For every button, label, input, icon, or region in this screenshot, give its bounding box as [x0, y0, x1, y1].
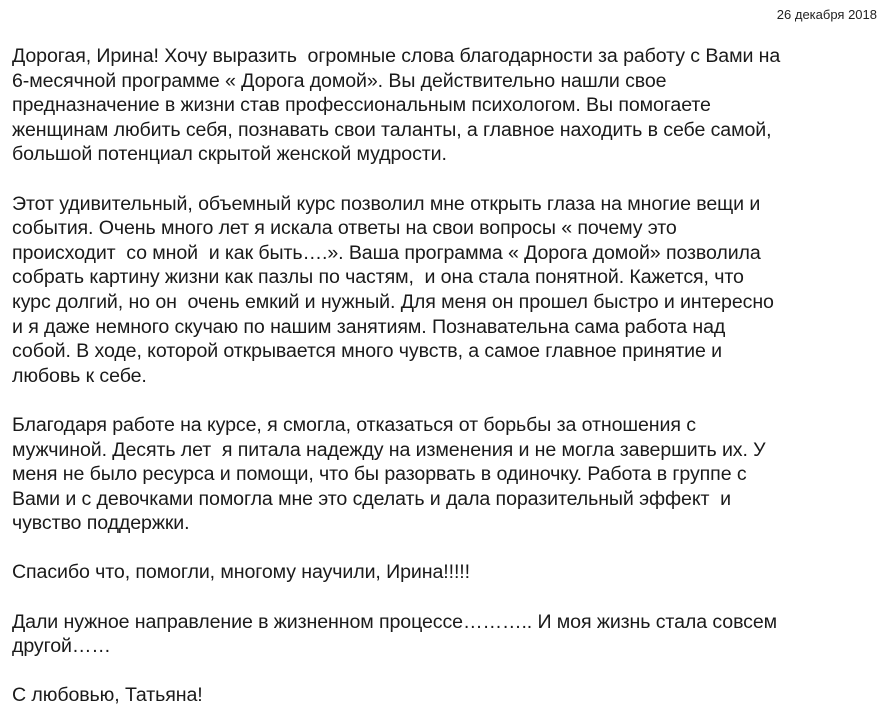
text-line: другой……: [12, 635, 111, 658]
text-line: Спасибо что, помогли, многому научили, Ирина!!!!!: [12, 561, 470, 584]
text-line: 6-месячной программе « Дорога домой». Вы действительно нашли свое: [12, 69, 667, 92]
text-line: предназначение в жизни став профессиональным психологом. Вы помогаете: [12, 94, 711, 117]
text-line: женщинам любить себя, познавать свои таланты, а главное находить в себе самой,: [12, 118, 772, 141]
text-line: Дали нужное направление в жизненном процессе……….. И моя жизнь стала совсем: [12, 610, 778, 633]
text-line: Благодаря работе на курсе, я смогла, отказаться от борьбы за отношения с: [12, 413, 696, 436]
paragraph-direction: [12, 610, 884, 659]
text-line: курс долгий, но он очень емкий и нужный. Для меня он прошел быстро и интересно: [12, 290, 774, 313]
text-line: собрать картину жизни как пазлы по частям, и она стала понятной. Кажется, что: [12, 266, 744, 289]
paragraph-course: [12, 192, 884, 389]
text-line: происходит со мной и как быть….». Ваша программа « Дорога домой» позволила: [12, 241, 761, 264]
text-line: и я даже немного скучаю по нашим занятиям. Познавательна сама работа над: [12, 315, 726, 338]
letter-body: [12, 44, 884, 708]
paragraph-signature: [12, 683, 884, 708]
text-line: большой потенциал скрытой женской мудрости.: [12, 143, 447, 166]
text-line: мужчиной. Десять лет я питала надежду на изменения и не могла завершить их. У: [12, 438, 766, 461]
paragraph-gap: [12, 585, 884, 610]
text-line: меня не было ресурса и помощи, что бы разорвать в одиночку. Работа в группе с: [12, 463, 747, 486]
text-line: события. Очень много лет я искала ответы на свои вопросы « почему это: [12, 217, 677, 240]
paragraph-gap: [12, 536, 884, 561]
text-line: С любовью, Татьяна!: [12, 684, 203, 707]
text-line: Вами и с девочками помогла мне это сделать и дала поразительный эффект и: [12, 487, 731, 510]
paragraph-gratitude: [12, 44, 884, 167]
text-line: Этот удивительный, объемный курс позволил мне открыть глаза на многие вещи и: [12, 192, 761, 215]
paragraph-gap: [12, 388, 884, 413]
text-line: любовь к себе.: [12, 364, 147, 387]
text-line: собой. В ходе, которой открывается много чувств, а самое главное принятие и: [12, 340, 723, 363]
paragraph-thanks: [12, 560, 884, 585]
paragraph-gap: [12, 659, 884, 684]
text-line: чувство поддержки.: [12, 512, 190, 535]
paragraph-relationship: [12, 413, 884, 536]
text-line: Дорогая, Ирина! Хочу выразить огромные слова благодарности за работу с Вами на: [12, 45, 781, 67]
paragraph-gap: [12, 167, 884, 192]
letter-date: 26 декабря 2018: [776, 7, 877, 22]
